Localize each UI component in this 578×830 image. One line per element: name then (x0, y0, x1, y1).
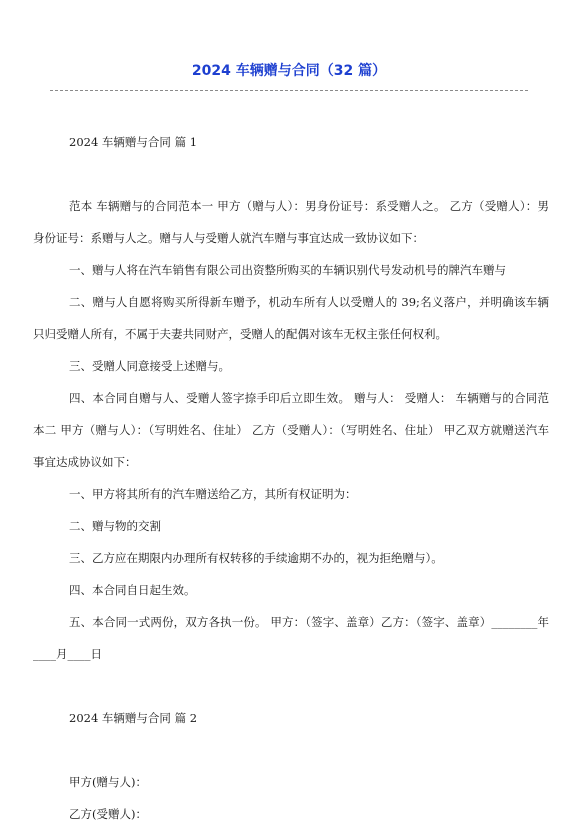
paragraph: 范本 车辆赠与的合同范本一 甲方（赠与人）：男身份证号：系受赠人之。 乙方（受赠人）：男身份证号：系赠与人之。赠与人与受赠人就汽车赠与事宜达成一致协议如下： (33, 199, 549, 245)
section-1-heading: 2024 车辆赠与合同 篇 1 (69, 135, 198, 149)
spacer (33, 734, 549, 766)
paragraph: 一、赠与人将在汽车销售有限公司出资整所购买的车辆识别代号发动机号的牌汽车赠与 (69, 263, 506, 277)
paragraph: 一、甲方将其所有的汽车赠送给乙方，其所有权证明为： (69, 487, 357, 501)
paragraph: 三、受赠人同意接受上述赠与。 (69, 359, 230, 373)
paragraph: 四、本合同自日起生效。 (69, 583, 196, 597)
document-body (33, 126, 549, 830)
document-title: 2024 车辆赠与合同（32 篇） (191, 63, 387, 79)
paragraph: 三、乙方应在期限内办理所有权转移的手续逾期不办的，视为拒绝赠与）。 (69, 551, 443, 565)
spacer (33, 670, 549, 702)
paragraph: 二、赠与人自愿将购买所得新车赠予，机动车所有人以受赠人的 39;名义落户，并明确该车辆只归受赠人所有，不属于夫妻共同财产，受赠人的配偶对该车无权主张任何权利。 (33, 295, 549, 341)
paragraph: 乙方(受赠人)： (69, 807, 147, 821)
paragraph: 二、赠与物的交割 (69, 519, 161, 533)
paragraph: 五、本合同一式两份，双方各执一份。 甲方：（签字、盖章）乙方：（签字、盖章）________年____月____日 (33, 615, 549, 661)
spacer (33, 158, 549, 190)
paragraph: 甲方(赠与人)： (69, 775, 147, 789)
paragraph: 四、本合同自赠与人、受赠人签字捺手印后立即生效。 赠与人： 受赠人： 车辆赠与的合同范本二 甲方（赠与人）：（写明姓名、住址） 乙方（受赠人）：（写明姓名、住址） 甲乙双方就赠送汽车事宜达成协议如下： (33, 391, 549, 469)
section-2-heading: 2024 车辆赠与合同 篇 2 (69, 711, 198, 725)
title-divider (50, 90, 528, 91)
